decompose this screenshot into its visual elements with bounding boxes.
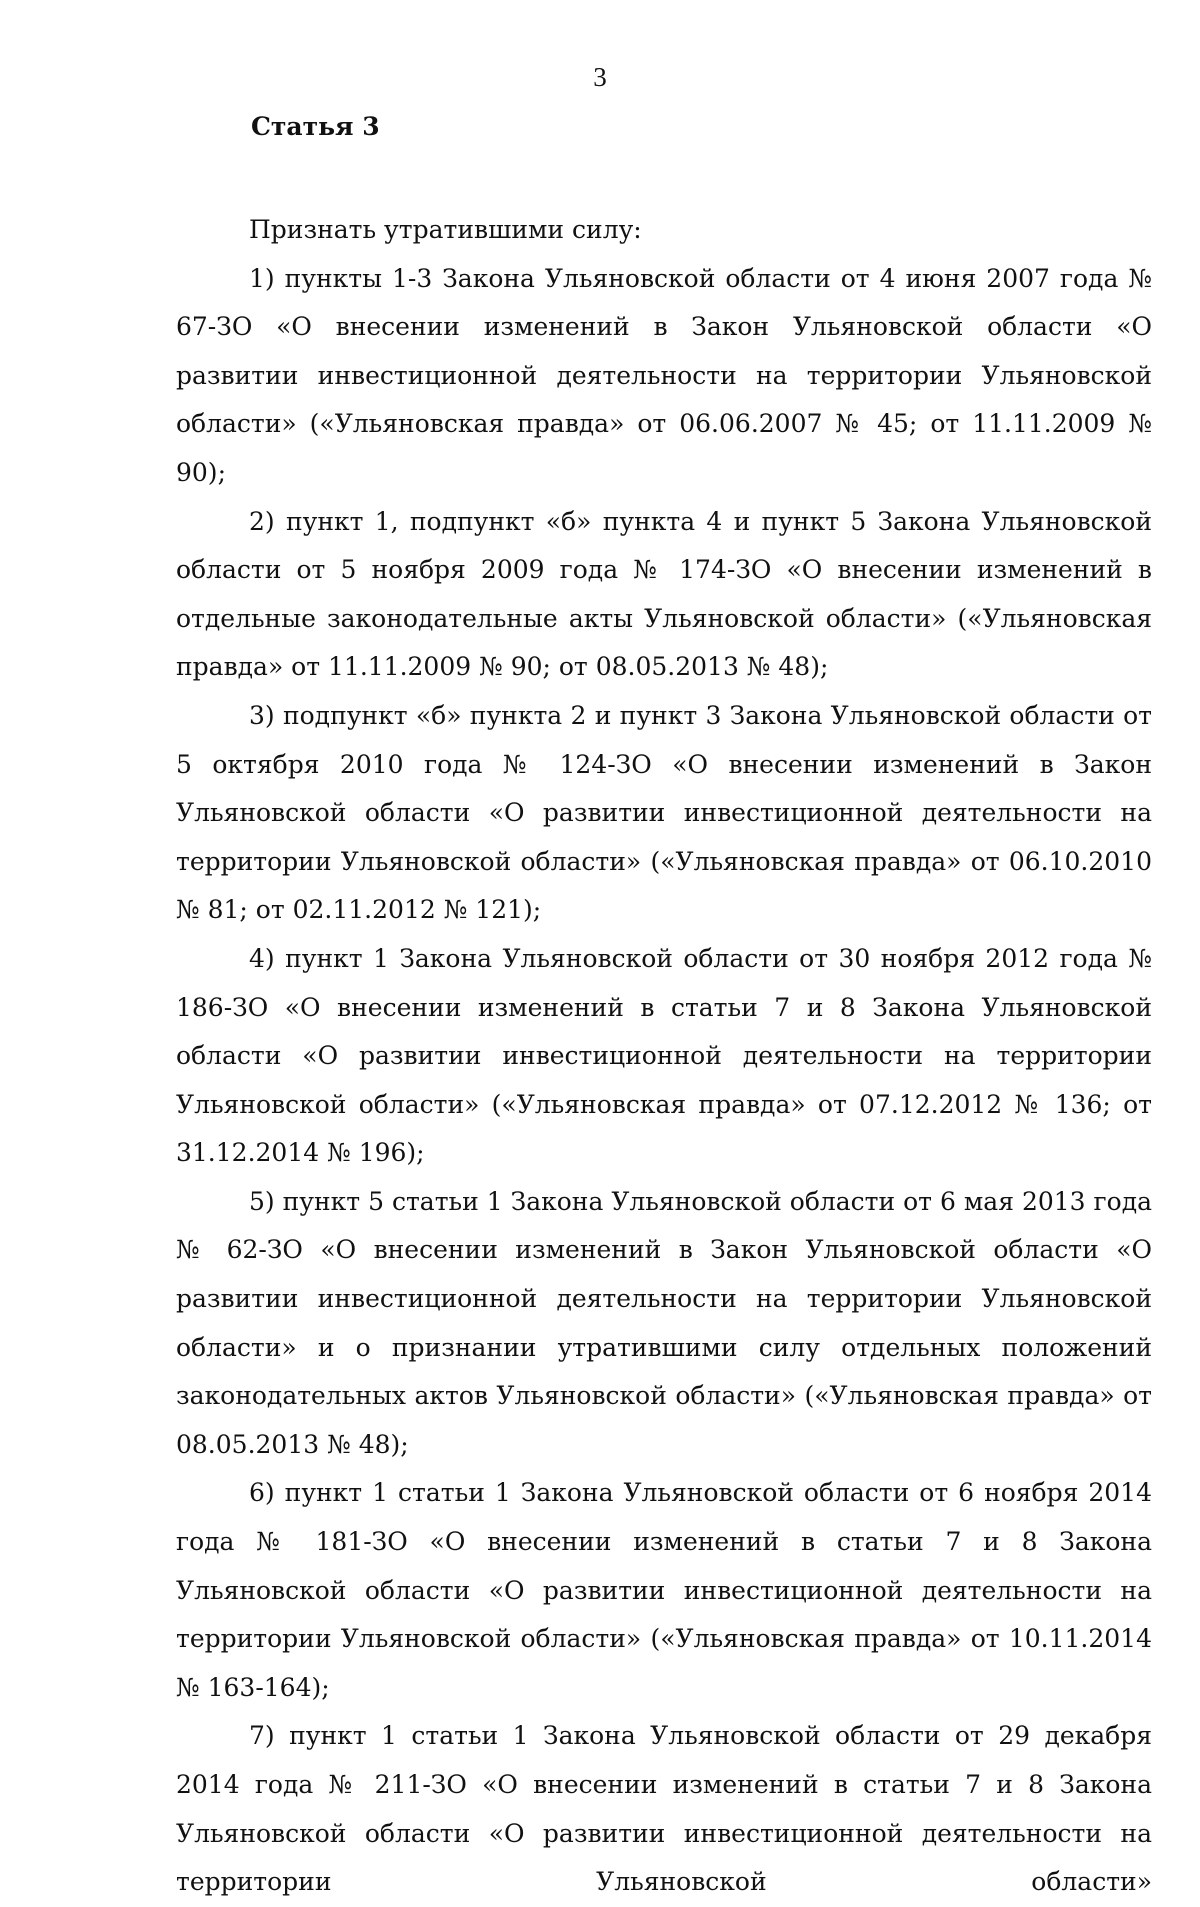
- intro-paragraph: Признать утратившими силу:: [249, 215, 642, 244]
- list-item-7: 7) пункт 1 статьи 1 Закона Ульяновской области от 29 декабря 2014 года № 211-ЗО «О внесении изменений в статьи 7 и 8 Закона Ульяновской области «О развитии инвестиционной деятельности на территории Ульяновской области»: [176, 1721, 1152, 1897]
- list-item-3: 3) подпункт «б» пункта 2 и пункт 3 Закона Ульяновской области от 5 октября 2010 года № 124-ЗО «О внесении изменений в Закон Ульяновской области «О развитии инвестиционной деятельности на территории Ульяновской области» («Ульяновская правда» от 06.10.2010 № 81; от 02.11.2012 № 121);: [176, 700, 1152, 925]
- list-item-5: 5) пункт 5 статьи 1 Закона Ульяновской области от 6 мая 2013 года № 62-ЗО «О внесении изменений в Закон Ульяновской области «О развитии инвестиционной деятельности на территории Ульяновской области» и о признании утратившими силу отдельных положений законодательных актов Ульяновской области» («Ульяновская правда» от 08.05.2013 № 48);: [176, 1186, 1152, 1459]
- list-item-1: 1) пункты 1-3 Закона Ульяновской области от 4 июня 2007 года № 67-ЗО «О внесении изменений в Закон Ульяновской области «О развитии инвестиционной деятельности на территории Ульяновской области» («Ульяновская правда» от 06.06.2007 № 45; от 11.11.2009 № 90);: [176, 263, 1152, 487]
- document-body: [176, 206, 1152, 1907]
- article-title: Статья 3: [251, 112, 380, 141]
- page-number: 3: [593, 62, 607, 92]
- list-item-4: 4) пункт 1 Закона Ульяновской области от 30 ноября 2012 года № 186-ЗО «О внесении изменений в статьи 7 и 8 Закона Ульяновской области «О развитии инвестиционной деятельности на территории Ульяновской области» («Ульяновская правда» от 07.12.2012 № 136; от 31.12.2014 № 196);: [176, 943, 1152, 1168]
- list-item-2: 2) пункт 1, подпункт «б» пункта 4 и пункт 5 Закона Ульяновской области от 5 ноября 2009 года № 174-ЗО «О внесении изменений в отдельные законодательные акты Ульяновской области» («Ульяновская правда» от 11.11.2009 № 90; от 08.05.2013 № 48);: [176, 506, 1152, 682]
- list-item-6: 6) пункт 1 статьи 1 Закона Ульяновской области от 6 ноября 2014 года № 181-ЗО «О внесении изменений в статьи 7 и 8 Закона Ульяновской области «О развитии инвестиционной деятельности на территории Ульяновской области» («Ульяновская правда» от 10.11.2014 № 163-164);: [176, 1478, 1152, 1702]
